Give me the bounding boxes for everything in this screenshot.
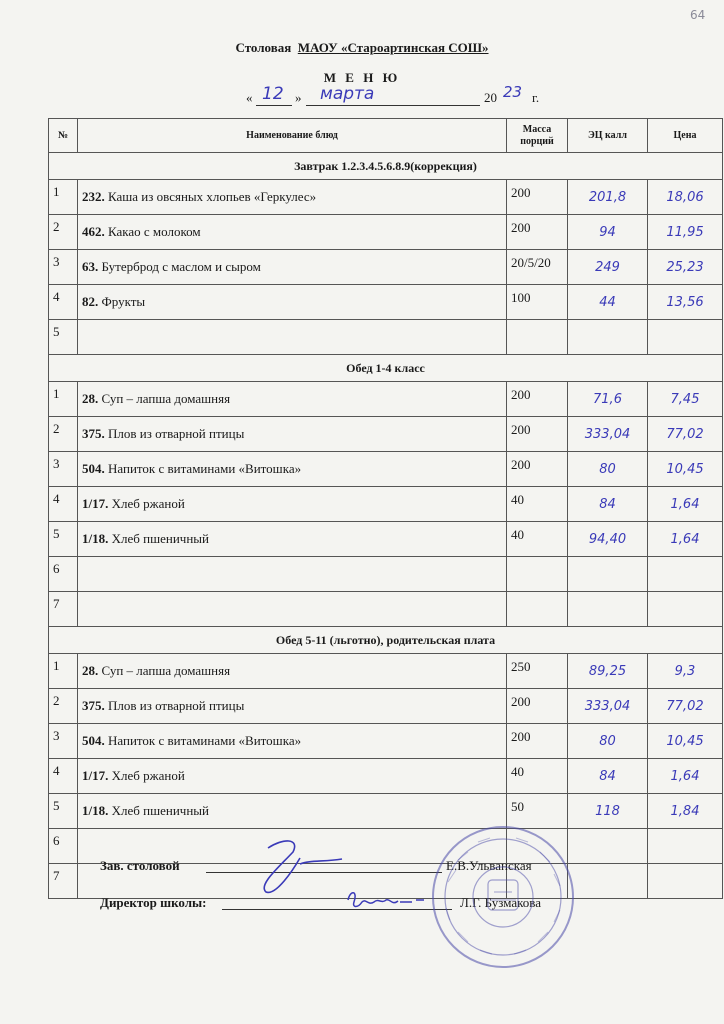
dish-name: Плов из отварной птицы <box>108 426 245 441</box>
portion-mass: 200 <box>507 180 568 215</box>
price-handwritten: 1,64 <box>648 487 723 522</box>
canteen-head-label: Зав. столовой <box>100 858 180 873</box>
menu-table-body <box>49 153 723 899</box>
portion-mass: 250 <box>507 654 568 689</box>
table-row <box>49 592 723 627</box>
section-title: Обед 5-11 (льготно), родительская плата <box>49 627 723 654</box>
table-row <box>49 320 723 355</box>
dish-cell <box>78 417 507 452</box>
document-title <box>0 40 724 56</box>
dish-name: Плов из отварной птицы <box>108 698 245 713</box>
dish-name: Хлеб пшеничный <box>111 531 209 546</box>
price-handwritten: 13,56 <box>648 285 723 320</box>
row-number: 2 <box>49 417 78 452</box>
portion-mass <box>507 557 568 592</box>
dish-cell <box>78 215 507 250</box>
table-row <box>49 724 723 759</box>
row-number: 1 <box>49 180 78 215</box>
dish-cell <box>78 759 507 794</box>
row-number: 4 <box>49 487 78 522</box>
title-organization: МАОУ «Староартинская СОШ» <box>297 40 489 55</box>
row-number: 5 <box>49 522 78 557</box>
kcal-handwritten: 71,6 <box>568 382 648 417</box>
dish-name: Каша из овсяных хлопьев «Геркулес» <box>108 189 317 204</box>
dish-code: 1/17. <box>82 768 109 783</box>
dish-name: Хлеб ржаной <box>111 496 185 511</box>
row-number: 1 <box>49 654 78 689</box>
dish-cell <box>78 557 507 592</box>
dish-code: 375. <box>82 426 105 441</box>
table-header-row <box>49 119 723 153</box>
school-seal <box>428 822 578 972</box>
price-handwritten: 11,95 <box>648 215 723 250</box>
dish-name: Напиток с витаминами «Витошка» <box>108 461 302 476</box>
canteen-head-signature <box>238 830 348 900</box>
price-handwritten <box>648 557 723 592</box>
dish-code: 63. <box>82 259 99 274</box>
kcal-handwritten: 333,04 <box>568 689 648 724</box>
kcal-handwritten: 201,8 <box>568 180 648 215</box>
table-row <box>49 250 723 285</box>
kcal-handwritten: 84 <box>568 759 648 794</box>
kcal-handwritten <box>568 320 648 355</box>
kcal-handwritten: 89,25 <box>568 654 648 689</box>
dish-code: 462. <box>82 224 105 239</box>
dish-code: 504. <box>82 733 105 748</box>
table-row <box>49 215 723 250</box>
row-number: 2 <box>49 215 78 250</box>
portion-mass: 200 <box>507 724 568 759</box>
dish-name: Суп – лапша домашняя <box>101 391 231 406</box>
portion-mass: 40 <box>507 522 568 557</box>
row-number: 3 <box>49 250 78 285</box>
section-header-row <box>49 355 723 382</box>
row-number: 3 <box>49 724 78 759</box>
row-number: 5 <box>49 320 78 355</box>
dish-code: 232. <box>82 189 105 204</box>
table-row <box>49 689 723 724</box>
kcal-handwritten: 80 <box>568 452 648 487</box>
column-header-mass: Масса порций <box>507 119 568 153</box>
dish-cell <box>78 452 507 487</box>
row-number: 7 <box>49 592 78 627</box>
price-handwritten: 10,45 <box>648 452 723 487</box>
menu-table <box>48 118 723 899</box>
dish-cell <box>78 285 507 320</box>
row-number: 6 <box>49 557 78 592</box>
price-handwritten: 1,64 <box>648 522 723 557</box>
dish-name: Хлеб пшеничный <box>111 803 209 818</box>
kcal-handwritten <box>568 829 648 864</box>
row-number: 2 <box>49 689 78 724</box>
dish-name: Суп – лапша домашняя <box>101 663 231 678</box>
kcal-handwritten: 94 <box>568 215 648 250</box>
table-row <box>49 452 723 487</box>
portion-mass: 200 <box>507 417 568 452</box>
canteen-head-name: Е.В.Ульванская <box>446 858 532 873</box>
date-day-underline <box>256 105 292 106</box>
table-row <box>49 522 723 557</box>
column-header-kcal: ЭЦ калл <box>568 119 648 153</box>
row-number: 4 <box>49 285 78 320</box>
portion-mass: 50 <box>507 794 568 829</box>
date-year-unit: г. <box>532 90 540 105</box>
dish-code: 28. <box>82 391 99 406</box>
kcal-handwritten: 80 <box>568 724 648 759</box>
dish-cell <box>78 689 507 724</box>
portion-mass: 100 <box>507 285 568 320</box>
dish-code: 504. <box>82 461 105 476</box>
menu-date <box>240 83 560 108</box>
dish-cell <box>78 180 507 215</box>
table-row <box>49 759 723 794</box>
column-header-price: Цена <box>648 119 723 153</box>
price-handwritten: 7,45 <box>648 382 723 417</box>
dish-name: Бутерброд с маслом и сыром <box>101 259 261 274</box>
kcal-handwritten <box>568 864 648 899</box>
portion-mass: 40 <box>507 487 568 522</box>
portion-mass <box>507 592 568 627</box>
row-number: 6 <box>49 829 78 864</box>
table-row <box>49 557 723 592</box>
portion-mass <box>507 320 568 355</box>
price-handwritten: 25,23 <box>648 250 723 285</box>
section-title: Завтрак 1.2.3.4.5.6.8.9(коррекция) <box>49 153 723 180</box>
kcal-handwritten: 84 <box>568 487 648 522</box>
dish-code: 1/18. <box>82 803 109 818</box>
dish-code: 1/18. <box>82 531 109 546</box>
portion-mass: 200 <box>507 452 568 487</box>
kcal-handwritten: 249 <box>568 250 648 285</box>
portion-mass: 200 <box>507 689 568 724</box>
price-handwritten <box>648 829 723 864</box>
table-row <box>49 417 723 452</box>
portion-mass: 40 <box>507 759 568 794</box>
dish-name: Напиток с витаминами «Витошка» <box>108 733 302 748</box>
section-header-row <box>49 153 723 180</box>
dish-code: 1/17. <box>82 496 109 511</box>
portion-mass: 20/5/20 <box>507 250 568 285</box>
dish-code: 375. <box>82 698 105 713</box>
table-row <box>49 285 723 320</box>
date-day-handwritten: 12 <box>262 84 284 104</box>
kcal-handwritten: 44 <box>568 285 648 320</box>
kcal-handwritten: 333,04 <box>568 417 648 452</box>
price-handwritten <box>648 320 723 355</box>
price-handwritten: 77,02 <box>648 417 723 452</box>
dish-cell <box>78 522 507 557</box>
kcal-handwritten: 94,40 <box>568 522 648 557</box>
row-number: 3 <box>49 452 78 487</box>
dish-cell <box>78 654 507 689</box>
kcal-handwritten <box>568 592 648 627</box>
title-prefix: Столовая <box>235 40 292 55</box>
row-number: 1 <box>49 382 78 417</box>
column-header-dish-name: Наименование блюд <box>78 119 507 153</box>
portion-mass: 200 <box>507 215 568 250</box>
dish-cell <box>78 592 507 627</box>
dish-name: Какао с молоком <box>108 224 201 239</box>
table-row <box>49 487 723 522</box>
date-year-prefix: 20 <box>484 90 497 105</box>
table-row <box>49 654 723 689</box>
row-number: 7 <box>49 864 78 899</box>
director-name: Л.Г. Бузмакова <box>460 895 542 910</box>
dish-name: Фрукты <box>101 294 146 309</box>
menu-heading: М Е Н Ю <box>323 70 401 85</box>
kcal-handwritten: 118 <box>568 794 648 829</box>
director-label: Директор школы: <box>100 895 207 910</box>
date-month-underline <box>306 105 480 106</box>
column-header-number: № <box>49 119 78 153</box>
price-handwritten: 1,84 <box>648 794 723 829</box>
portion-mass: 200 <box>507 382 568 417</box>
director-signature <box>340 882 430 922</box>
table-row <box>49 180 723 215</box>
date-month-handwritten: марта <box>320 84 375 104</box>
price-handwritten: 9,3 <box>648 654 723 689</box>
dish-cell <box>78 320 507 355</box>
kcal-handwritten <box>568 557 648 592</box>
dish-cell <box>78 250 507 285</box>
row-number: 5 <box>49 794 78 829</box>
dish-code: 28. <box>82 663 99 678</box>
price-handwritten: 10,45 <box>648 724 723 759</box>
date-open-quote: « <box>246 90 253 105</box>
dish-name: Хлеб ржаной <box>111 768 185 783</box>
dish-cell <box>78 724 507 759</box>
date-year-handwritten: 23 <box>503 83 523 101</box>
dish-cell <box>78 382 507 417</box>
section-title: Обед 1-4 класс <box>49 355 723 382</box>
price-handwritten: 77,02 <box>648 689 723 724</box>
price-handwritten <box>648 592 723 627</box>
page-corner-mark: 64 <box>690 8 706 22</box>
dish-cell <box>78 487 507 522</box>
date-close-quote: » <box>295 90 302 105</box>
row-number: 4 <box>49 759 78 794</box>
section-header-row <box>49 627 723 654</box>
price-handwritten: 18,06 <box>648 180 723 215</box>
price-handwritten <box>648 864 723 899</box>
table-row <box>49 794 723 829</box>
dish-code: 82. <box>82 294 99 309</box>
price-handwritten: 1,64 <box>648 759 723 794</box>
table-row <box>49 382 723 417</box>
